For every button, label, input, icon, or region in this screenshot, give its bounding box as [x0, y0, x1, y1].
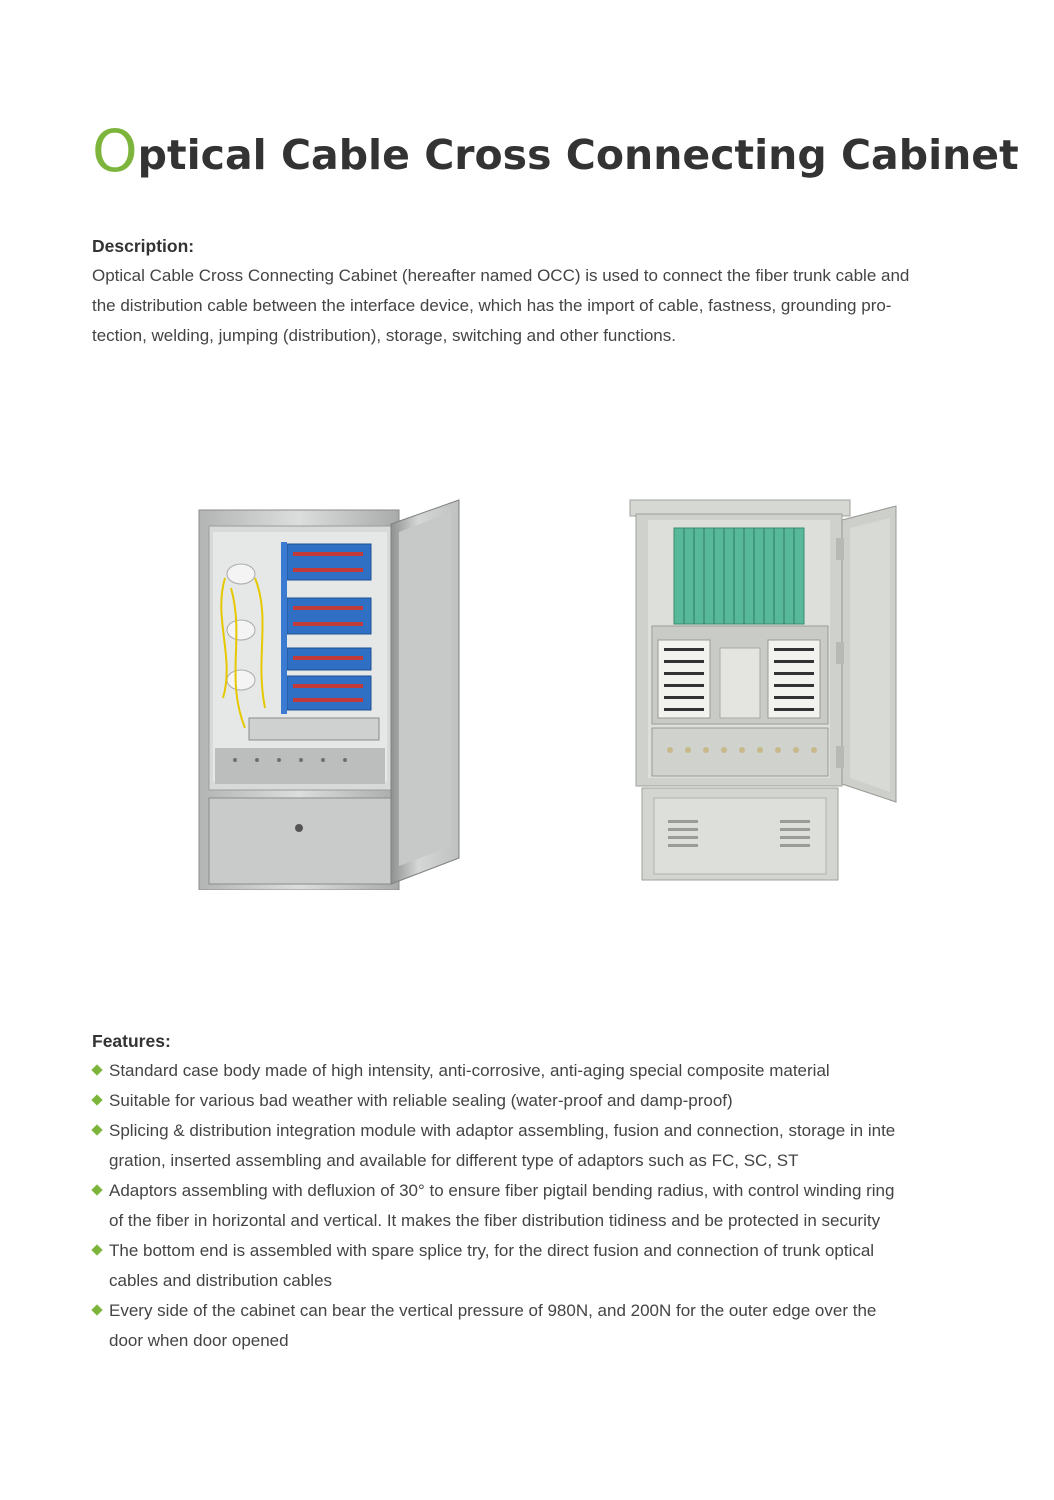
- page-title: [92, 117, 1019, 185]
- description-line: tection, welding, jumping (distribution), storage, switching and other functions.: [92, 326, 676, 345]
- feature-line: The bottom end is assembled with spare splice try, for the direct fusion and connection of trunk optical: [109, 1241, 875, 1260]
- feature-line: door when door opened: [109, 1331, 289, 1350]
- feature-line: of the fiber in horizontal and vertical. It makes the fiber distribution tidiness and be protected in security: [109, 1211, 881, 1230]
- adapter-panel: [281, 542, 371, 714]
- features-list: [92, 1056, 962, 1356]
- feature-item: [92, 1176, 962, 1236]
- title-rest: ptical Cable Cross Connecting Cabinet: [137, 131, 1019, 179]
- feature-line: gration, inserted assembling and available for different type of adaptors such as FC, SC, ST: [109, 1151, 799, 1170]
- diamond-bullet-icon: [91, 1184, 102, 1195]
- feature-item: [92, 1296, 962, 1356]
- feature-line: Suitable for various bad weather with reliable sealing (water-proof and damp-proof): [109, 1091, 733, 1110]
- adapter-panel: [674, 528, 804, 624]
- diamond-bullet-icon: [91, 1064, 102, 1075]
- diamond-bullet-icon: [91, 1124, 102, 1135]
- feature-item: [92, 1086, 962, 1116]
- description-text: [92, 261, 952, 351]
- feature-item: [92, 1056, 962, 1086]
- smc-composite-cabinet-photo: [628, 498, 898, 884]
- feature-line: cables and distribution cables: [109, 1271, 333, 1290]
- title-first-letter: O: [92, 117, 138, 185]
- feature-line: Standard case body made of high intensity, anti-corrosive, anti-aging special composite material: [109, 1061, 830, 1080]
- description-line: the distribution cable between the interface device, which has the import of cable, fastness, grounding pro-: [92, 296, 892, 315]
- features-heading: Features:: [92, 1031, 171, 1051]
- diamond-bullet-icon: [91, 1244, 102, 1255]
- feature-item: [92, 1236, 962, 1296]
- diamond-bullet-icon: [91, 1304, 102, 1315]
- description-heading: Description:: [92, 236, 195, 256]
- stainless-steel-cabinet-photo: [195, 498, 463, 890]
- feature-line: Every side of the cabinet can bear the vertical pressure of 980N, and 200N for the outer edge over the: [109, 1301, 877, 1320]
- description-line: Optical Cable Cross Connecting Cabinet (hereafter named OCC) is used to connect the fiber trunk cable and: [92, 266, 910, 285]
- diamond-bullet-icon: [91, 1094, 102, 1105]
- feature-line: Adaptors assembling with defluxion of 30° to ensure fiber pigtail bending radius, with control winding ring: [109, 1181, 895, 1200]
- feature-line: Splicing & distribution integration module with adaptor assembling, fusion and connection, storage in inte: [109, 1121, 896, 1140]
- feature-item: [92, 1116, 962, 1176]
